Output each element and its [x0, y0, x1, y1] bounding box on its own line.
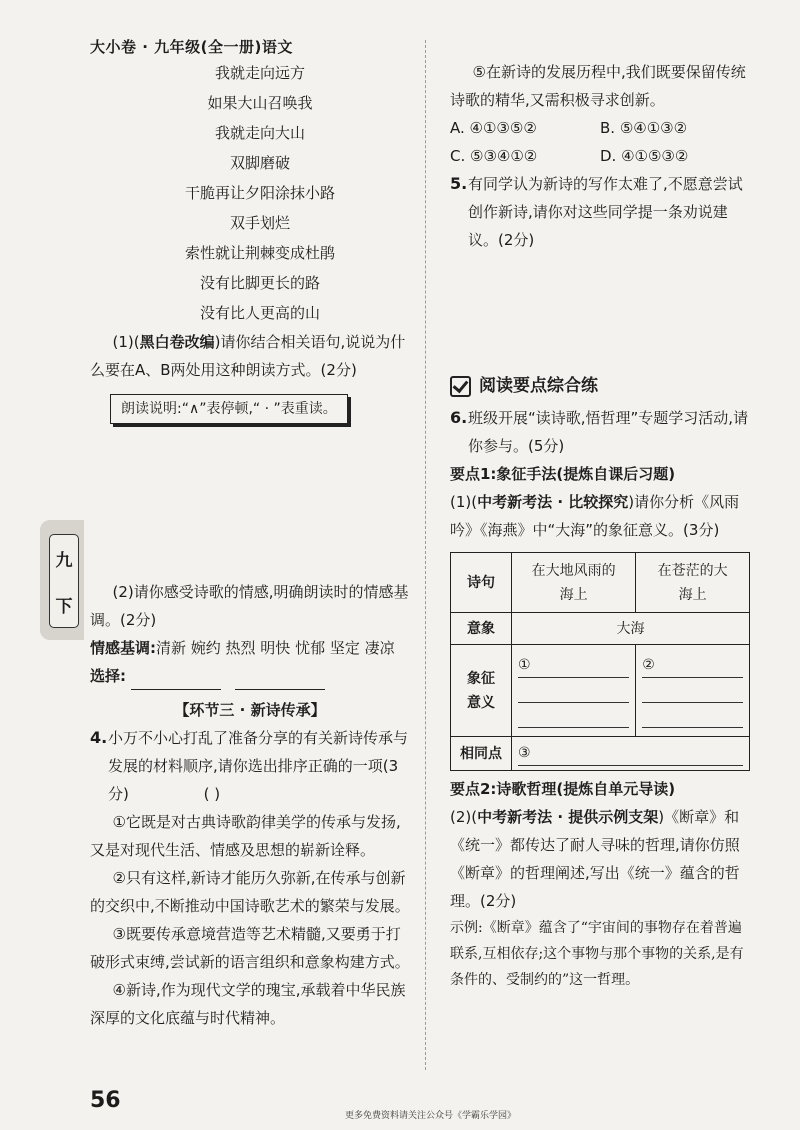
option-a[interactable]: A. ④①③⑤② [450, 119, 537, 137]
choice-blank-1[interactable] [131, 671, 221, 690]
question-4-text: 小万不小心打乱了准备分享的有关新诗传承与发展的材料顺序,请你选出排序正确的一项(3分) ( ) [108, 729, 409, 803]
option-c[interactable]: C. ⑤③④①② [450, 147, 538, 165]
material-item: ④新诗,作为现代文学的瑰宝,承载着中华民族深厚的文化底蕴与时代精神。 [90, 981, 406, 1027]
question-5 [450, 170, 755, 254]
option-d[interactable]: D. ④①⑤③② [600, 147, 689, 165]
poem-line: 我就走向大山 [214, 124, 305, 142]
page-number: 56 [90, 1088, 121, 1113]
table-header-same: 相同点 [451, 737, 512, 771]
poem-line: 没有比人更高的山 [199, 304, 320, 322]
material-item: ①它既是对古典诗歌韵律美学的传承与发扬,又是对现代生活、情感及思想的崭新诠释。 [90, 813, 401, 859]
question-1-tag: 黑白卷改编 [139, 333, 215, 351]
table-header-image: 意象 [451, 613, 512, 645]
table-header-meaning: 象征意义 [451, 645, 512, 737]
sub-question-1-tag: 中考新考法 · 比较探究 [477, 493, 629, 511]
answer-space [90, 430, 410, 578]
left-column [90, 58, 410, 1032]
question-2: (2)请你感受诗歌的情感,明确朗读时的情感基调。(2分) [90, 583, 409, 629]
tone-options: 情感基调:清新 婉约 热烈 明快 忧郁 坚定 凄凉 [90, 639, 395, 657]
question-6-number: 6. [450, 408, 468, 427]
material-item: ②只有这样,新诗才能历久弥新,在传承与创新的交织中,不断推动中国诗歌艺术的繁荣与发展。 [90, 869, 410, 915]
page-header: 大小卷 · 九年级(全一册)语文 [90, 38, 293, 56]
column-divider [425, 40, 426, 1070]
question-5-number: 5. [450, 174, 468, 193]
meaning-cell-1[interactable]: ① [512, 645, 636, 737]
poem-line: 索性就让荆棘变成杜鹃 [184, 244, 335, 262]
sub-question-2-tag: 中考新考法 · 提供示例支架 [477, 808, 659, 826]
tone-choice: 选择: [90, 662, 410, 690]
options-row [450, 142, 755, 170]
side-tab-char-2: 下 [55, 596, 73, 617]
meaning-cell-2[interactable]: ② [636, 645, 750, 737]
question-4 [90, 724, 410, 808]
point-1: 要点1:象征手法(提炼自课后习题) [450, 465, 676, 483]
side-tab-char-1: 九 [55, 550, 73, 571]
sub-question-2: (2)(中考新考法 · 提供示例支架)《断章》和《统一》都传达了耐人寻味的哲理,请你仿照《断章》的哲理阐述,写出《统一》蕴含的哲理。(2分) [450, 808, 740, 910]
point-2: 要点2:诗歌哲理(提炼自单元导读) [450, 780, 676, 798]
material-item: ⑤在新诗的发展历程中,我们既要保留传统诗歌的精华,又需积极寻求创新。 [450, 63, 746, 109]
tone-values: 清新 婉约 热烈 明快 忧郁 坚定 凄凉 [156, 639, 395, 657]
choice-blank-2[interactable] [235, 671, 325, 690]
poem-line: 我就走向远方 [214, 64, 305, 82]
options-row [450, 114, 755, 142]
question-4-number: 4. [90, 728, 108, 747]
sub-question-1: (1)(中考新考法 · 比较探究)请你分析《风雨吟》《海燕》中“大海”的象征意义。(3分) [450, 493, 740, 539]
right-column [450, 58, 755, 993]
side-tab [40, 520, 84, 640]
question-5-text: 有同学认为新诗的写作太难了,不愿意尝试创作新诗,请你对这些同学提一条劝说建议。(2分) [468, 175, 743, 249]
poem-line: 双脚磨破 [229, 154, 290, 172]
table-col-2: 在苍茫的大海上 [636, 553, 750, 613]
same-cell[interactable]: ③ [512, 737, 750, 771]
table-col-1: 在大地风雨的海上 [512, 553, 636, 613]
checkbox-icon [450, 376, 471, 397]
question-6 [450, 404, 755, 460]
example-text: 示例:《断章》蕴含了“宇宙间的事物存在着普遍联系,互相依存;这个事物与那个事物的关系,是有条件的、受制约的”这一哲理。 [450, 920, 744, 988]
reading-note-box: 朗读说明:“∧”表停顿,“ · ”表重读。 [110, 394, 348, 424]
poem-line: 没有比脚更长的路 [199, 274, 320, 292]
material-item: ③既要传承意境营造等艺术精髓,又要勇于打破形式束缚,尝试新的语言组织和意象构建方式。 [90, 925, 410, 971]
poem-line: 双手划烂 [229, 214, 290, 232]
section-heading [450, 372, 755, 400]
section-heading-text: 阅读要点综合练 [479, 376, 598, 396]
poem-line: 干脆再让夕阳涂抹小路 [184, 184, 335, 202]
table-header-poem: 诗句 [451, 553, 512, 613]
section-3-title: 【环节三 · 新诗传承】 [174, 701, 326, 719]
question-1: (1)(黑白卷改编)请你结合相关语句,说说为什么要在A、B两处用这种朗读方式。(2分) [90, 333, 406, 379]
table-image-value: 大海 [512, 613, 750, 645]
symbol-table [450, 552, 750, 771]
poem-line: 如果大山召唤我 [207, 94, 313, 112]
option-b[interactable]: B. ⑤④①③② [600, 119, 688, 137]
side-tab-label [49, 534, 79, 628]
poem [90, 58, 410, 328]
question-6-text: 班级开展“读诗歌,悟哲理”专题学习活动,请你参与。(5分) [468, 409, 749, 455]
footer-note: 更多免费资料请关注公众号《学霸乐学园》 [345, 1111, 517, 1121]
answer-bracket[interactable]: ( ) [203, 785, 221, 803]
